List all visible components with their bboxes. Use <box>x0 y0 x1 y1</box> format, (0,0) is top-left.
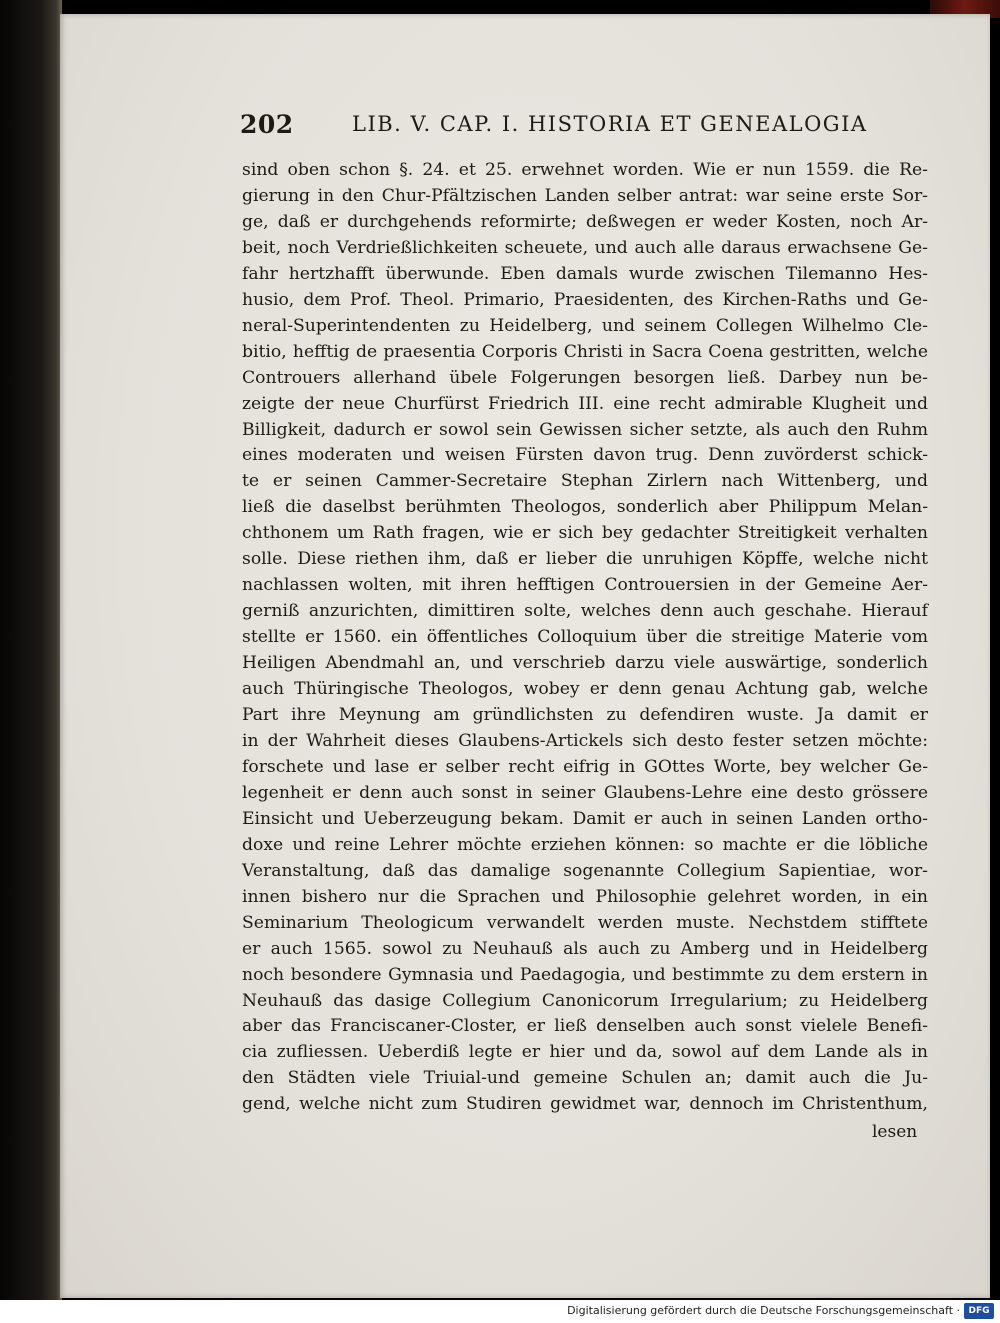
text-line: ge, daß er durchgehends reformirte; deßwegen er weder Kosten, noch Ar- <box>242 211 928 232</box>
text-line: Neuhauß das dasige Collegium Canonicorum Irregularium; zu Heidelberg <box>242 990 928 1011</box>
page-number: 202 <box>240 110 294 139</box>
text-line: fahr hertzhafft überwunde. Eben damals wurde zwischen Tilemanno Hes- <box>242 263 928 284</box>
catchword: lesen <box>872 1122 918 1142</box>
text-line: Billigkeit, dadurch er sowol sein Gewissen sicher setzte, als auch den Ruhm <box>242 419 928 440</box>
text-line: er auch 1565. sowol zu Neuhauß als auch zu Amberg und in Heidelberg <box>242 938 928 959</box>
text-line: husio, dem Prof. Theol. Primario, Praesidenten, des Kirchen-Raths und Ge- <box>242 289 928 310</box>
text-line: Part ihre Meynung am gründlichsten zu defendiren wuste. Ja damit er <box>242 705 928 726</box>
text-line: doxe und reine Lehrer möchte erziehen können: so machte er die löbliche <box>242 834 928 855</box>
text-line: nachlassen wolten, mit ihren hefftigen Controuersien in der Gemeine Aer- <box>242 575 928 596</box>
text-line: te er seinen Cammer-Secretaire Stephan Zirlern nach Wittenberg, und <box>242 471 928 492</box>
text-line: Veranstaltung, daß das damalige sogenannte Collegium Sapientiae, wor- <box>242 860 928 881</box>
text-line: sind oben schon §. 24. et 25. erwehnet worden. Wie er nun 1559. die Re- <box>242 160 928 180</box>
text-line: gerniß anzurichten, dimittiren solte, welches denn auch geschahe. Hierauf <box>242 601 928 622</box>
text-line: den Städten viele Triuial-und gemeine Schulen an; damit auch die Ju- <box>242 1068 928 1089</box>
text-line: forschete und lase er selber recht eifrig in GOttes Worte, bey welcher Ge- <box>242 756 928 777</box>
text-line: noch besondere Gymnasia und Paedagogia, und bestimmte zu dem erstern in <box>242 964 928 985</box>
text-line: Seminarium Theologicum verwandelt werden muste. Nechstdem stifftete <box>242 912 928 933</box>
book-gutter-shadow <box>0 0 62 1300</box>
text-line: stellte er 1560. ein öffentliches Colloquium über die streitige Materie vom <box>242 627 928 648</box>
body-text <box>242 158 928 1118</box>
text-line: neral-Superintendenten zu Heidelberg, und seinem Collegen Wilhelmo Cle- <box>242 315 928 336</box>
text-line: cia zufliessen. Ueberdiß legte er hier und da, sowol auf dem Lande als in <box>242 1042 928 1063</box>
text-line: beit, noch Verdrießlichkeiten scheuete, und auch alle daraus erwachsene Ge- <box>242 237 928 258</box>
text-line: aber das Franciscaner-Closter, er ließ denselben auch sonst vielele Benefi- <box>242 1016 928 1037</box>
text-line: solle. Diese riethen ihm, daß er lieber die unruhigen Köpffe, welche nicht <box>242 549 928 570</box>
text-line: zeigte der neue Churfürst Friedrich III. eine recht admirable Klugheit und <box>242 393 928 414</box>
text-line: chthonem um Rath fragen, wie er sich bey gedachter Streitigkeit verhalten <box>242 523 928 544</box>
dfg-logo: DFG <box>964 1303 994 1319</box>
footer-bar <box>0 1300 1000 1323</box>
text-line: auch Thüringische Theologos, wobey er denn genau Achtung gab, welche <box>242 679 928 700</box>
text-line: bitio, hefftig de praesentia Corporis Christi in Sacra Coena gestritten, welche <box>242 341 928 362</box>
text-line: in der Wahrheit dieses Glaubens-Artickels sich desto fester setzen möchte: <box>242 730 928 751</box>
text-line: legenheit er denn auch sonst in seiner Glaubens-Lehre eine desto grössere <box>242 782 928 803</box>
text-line: Heiligen Abendmahl an, und verschrieb darzu viele auswärtige, sonderlich <box>242 653 928 674</box>
running-title: LIB. V. CAP. I. HISTORIA ET GENEALOGIA <box>352 112 868 136</box>
running-head <box>240 110 868 144</box>
text-line: Einsicht und Ueberzeugung bekam. Damit er auch in seinen Landen ortho- <box>242 808 928 829</box>
text-line: gierung in den Chur-Pfältzischen Landen selber antrat: war seine erste Sor- <box>242 185 928 206</box>
text-line: eines moderaten und weisen Fürsten davon trug. Denn zuvörderst schick- <box>242 445 928 466</box>
text-line: ließ die daselbst berühmten Theologos, sonderlich aber Philippum Melan- <box>242 497 928 518</box>
text-line: gend, welche nicht zum Studiren gewidmet war, dennoch im Christenthum, <box>242 1094 928 1115</box>
footer-credit: Digitalisierung gefördert durch die Deutsche Forschungsgemeinschaft · <box>567 1304 960 1317</box>
text-line: innen bishero nur die Sprachen und Philosophie gelehret worden, in ein <box>242 886 928 907</box>
text-line: Controuers allerhand übele Folgerungen besorgen ließ. Darbey nun be- <box>242 367 928 388</box>
